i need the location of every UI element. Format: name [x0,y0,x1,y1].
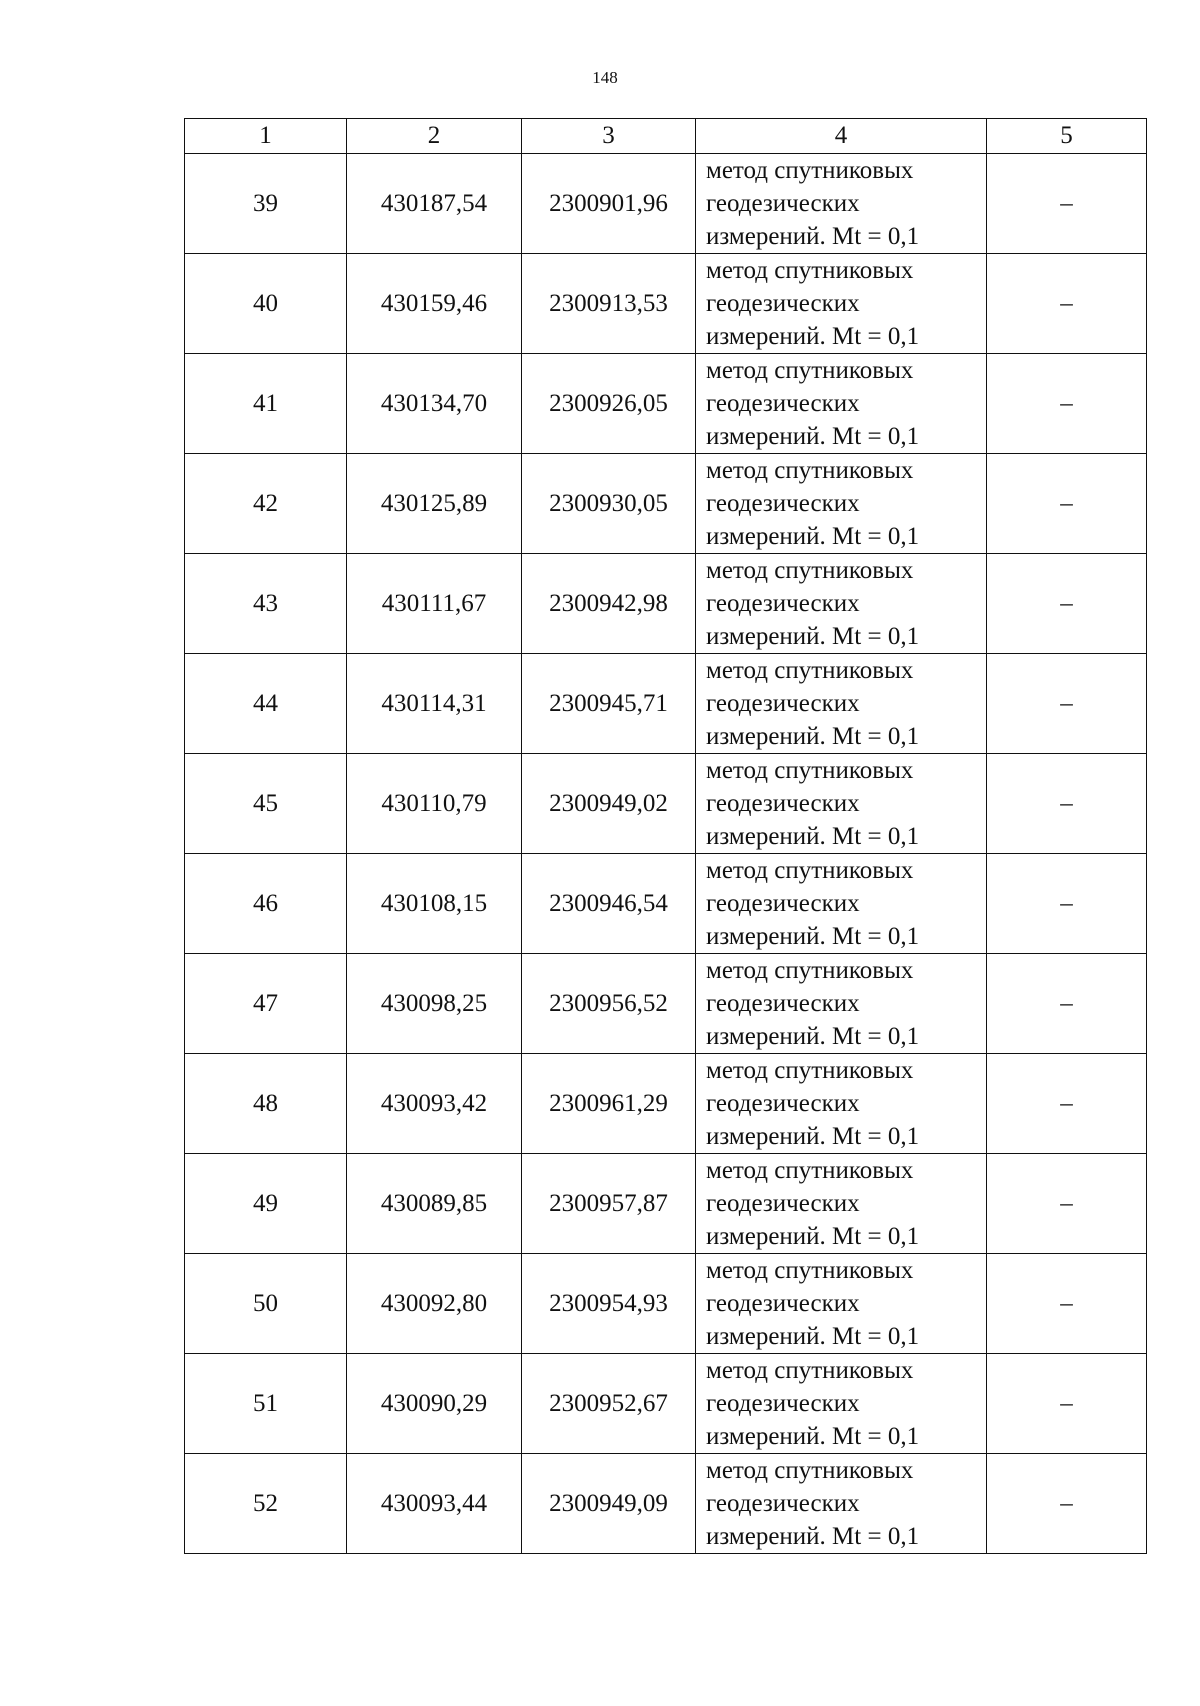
note-cell: – [987,854,1147,954]
point-number-cell: 45 [185,754,347,854]
coordinate-y-cell: 2300961,29 [522,1054,696,1154]
method-line: геодезических [706,1090,860,1117]
note-cell: – [987,954,1147,1054]
coordinate-y-cell: 2300945,71 [522,654,696,754]
method-cell [696,1454,987,1554]
table-row [185,454,1147,554]
note-cell: – [987,154,1147,254]
method-line: метод спутниковых [706,857,914,884]
method-line: метод спутниковых [706,1457,914,1484]
note-cell: – [987,1354,1147,1454]
method-line: измерений. Mt = 0,1 [706,823,920,850]
coordinate-x-cell: 430110,79 [347,754,522,854]
table-row [185,1054,1147,1154]
coordinate-y-cell: 2300901,96 [522,154,696,254]
method-line: геодезических [706,990,860,1017]
method-line: измерений. Mt = 0,1 [706,723,920,750]
table-row [185,754,1147,854]
point-number-cell: 40 [185,254,347,354]
header-cell-1: 1 [185,119,347,154]
coordinate-x-cell: 430134,70 [347,354,522,454]
note-cell: – [987,254,1147,354]
method-line: метод спутниковых [706,657,914,684]
table-row [185,1154,1147,1254]
table-body [185,154,1147,1554]
header-cell-3: 3 [522,119,696,154]
table-row [185,1254,1147,1354]
method-line: измерений. Mt = 0,1 [706,1123,920,1150]
method-line: измерений. Mt = 0,1 [706,1523,920,1550]
method-line: измерений. Mt = 0,1 [706,1023,920,1050]
method-line: геодезических [706,390,860,417]
coordinate-x-cell: 430108,15 [347,854,522,954]
coordinates-table [184,118,1147,1554]
method-line: геодезических [706,1390,860,1417]
coordinate-y-cell: 2300930,05 [522,454,696,554]
point-number-cell: 39 [185,154,347,254]
method-cell [696,1354,987,1454]
table-row [185,154,1147,254]
table-row [185,354,1147,454]
method-line: метод спутниковых [706,1357,914,1384]
point-number-cell: 51 [185,1354,347,1454]
method-cell [696,1254,987,1354]
note-cell: – [987,1054,1147,1154]
method-line: измерений. Mt = 0,1 [706,1223,920,1250]
table-row [185,254,1147,354]
coordinate-y-cell: 2300949,02 [522,754,696,854]
method-cell [696,554,987,654]
table-row [185,1354,1147,1454]
method-line: измерений. Mt = 0,1 [706,323,920,350]
method-line: метод спутниковых [706,157,914,184]
method-line: геодезических [706,890,860,917]
coordinate-y-cell: 2300956,52 [522,954,696,1054]
method-line: измерений. Mt = 0,1 [706,223,920,250]
method-line: метод спутниковых [706,957,914,984]
method-line: измерений. Mt = 0,1 [706,1323,920,1350]
method-line: измерений. Mt = 0,1 [706,523,920,550]
note-cell: – [987,454,1147,554]
method-cell [696,354,987,454]
method-line: метод спутниковых [706,257,914,284]
method-cell [696,1154,987,1254]
point-number-cell: 42 [185,454,347,554]
coordinate-x-cell: 430090,29 [347,1354,522,1454]
coordinate-y-cell: 2300942,98 [522,554,696,654]
coordinate-y-cell: 2300926,05 [522,354,696,454]
method-line: метод спутниковых [706,357,914,384]
method-line: геодезических [706,1490,860,1517]
page-number: 148 [592,68,618,87]
method-line: метод спутниковых [706,557,914,584]
note-cell: – [987,654,1147,754]
table-row [185,654,1147,754]
coordinate-x-cell: 430092,80 [347,1254,522,1354]
method-line: измерений. Mt = 0,1 [706,423,920,450]
coordinate-y-cell: 2300957,87 [522,1154,696,1254]
method-line: геодезических [706,1190,860,1217]
method-line: измерений. Mt = 0,1 [706,623,920,650]
note-cell: – [987,554,1147,654]
method-cell [696,854,987,954]
method-line: метод спутниковых [706,1057,914,1084]
header-cell-4: 4 [696,119,987,154]
coordinate-y-cell: 2300913,53 [522,254,696,354]
table-row [185,1454,1147,1554]
coordinate-x-cell: 430187,54 [347,154,522,254]
point-number-cell: 48 [185,1054,347,1154]
method-line: геодезических [706,690,860,717]
table-row [185,954,1147,1054]
point-number-cell: 41 [185,354,347,454]
coordinate-x-cell: 430125,89 [347,454,522,554]
coordinate-x-cell: 430114,31 [347,654,522,754]
point-number-cell: 50 [185,1254,347,1354]
coordinate-x-cell: 430098,25 [347,954,522,1054]
coordinate-x-cell: 430093,44 [347,1454,522,1554]
method-line: геодезических [706,590,860,617]
header-cell-2: 2 [347,119,522,154]
method-line: метод спутниковых [706,457,914,484]
coordinate-y-cell: 2300954,93 [522,1254,696,1354]
method-cell [696,954,987,1054]
table-row [185,554,1147,654]
coordinate-y-cell: 2300949,09 [522,1454,696,1554]
method-line: метод спутниковых [706,1257,914,1284]
note-cell: – [987,1254,1147,1354]
coordinate-x-cell: 430111,67 [347,554,522,654]
method-line: метод спутниковых [706,1157,914,1184]
note-cell: – [987,1454,1147,1554]
method-line: геодезических [706,190,860,217]
method-line: метод спутниковых [706,757,914,784]
coordinate-x-cell: 430089,85 [347,1154,522,1254]
method-cell [696,754,987,854]
note-cell: – [987,754,1147,854]
coordinate-y-cell: 2300946,54 [522,854,696,954]
method-cell [696,254,987,354]
method-line: геодезических [706,790,860,817]
method-line: геодезических [706,1290,860,1317]
note-cell: – [987,354,1147,454]
point-number-cell: 44 [185,654,347,754]
coordinate-x-cell: 430159,46 [347,254,522,354]
method-line: измерений. Mt = 0,1 [706,1423,920,1450]
point-number-cell: 49 [185,1154,347,1254]
point-number-cell: 47 [185,954,347,1054]
point-number-cell: 43 [185,554,347,654]
method-cell [696,654,987,754]
coordinate-y-cell: 2300952,67 [522,1354,696,1454]
method-cell [696,454,987,554]
point-number-cell: 46 [185,854,347,954]
method-line: геодезических [706,290,860,317]
coordinate-x-cell: 430093,42 [347,1054,522,1154]
point-number-cell: 52 [185,1454,347,1554]
method-cell [696,154,987,254]
header-cell-5: 5 [987,119,1147,154]
table-row [185,854,1147,954]
method-cell [696,1054,987,1154]
header-row [185,119,1147,154]
method-line: измерений. Mt = 0,1 [706,923,920,950]
method-line: геодезических [706,490,860,517]
note-cell: – [987,1154,1147,1254]
